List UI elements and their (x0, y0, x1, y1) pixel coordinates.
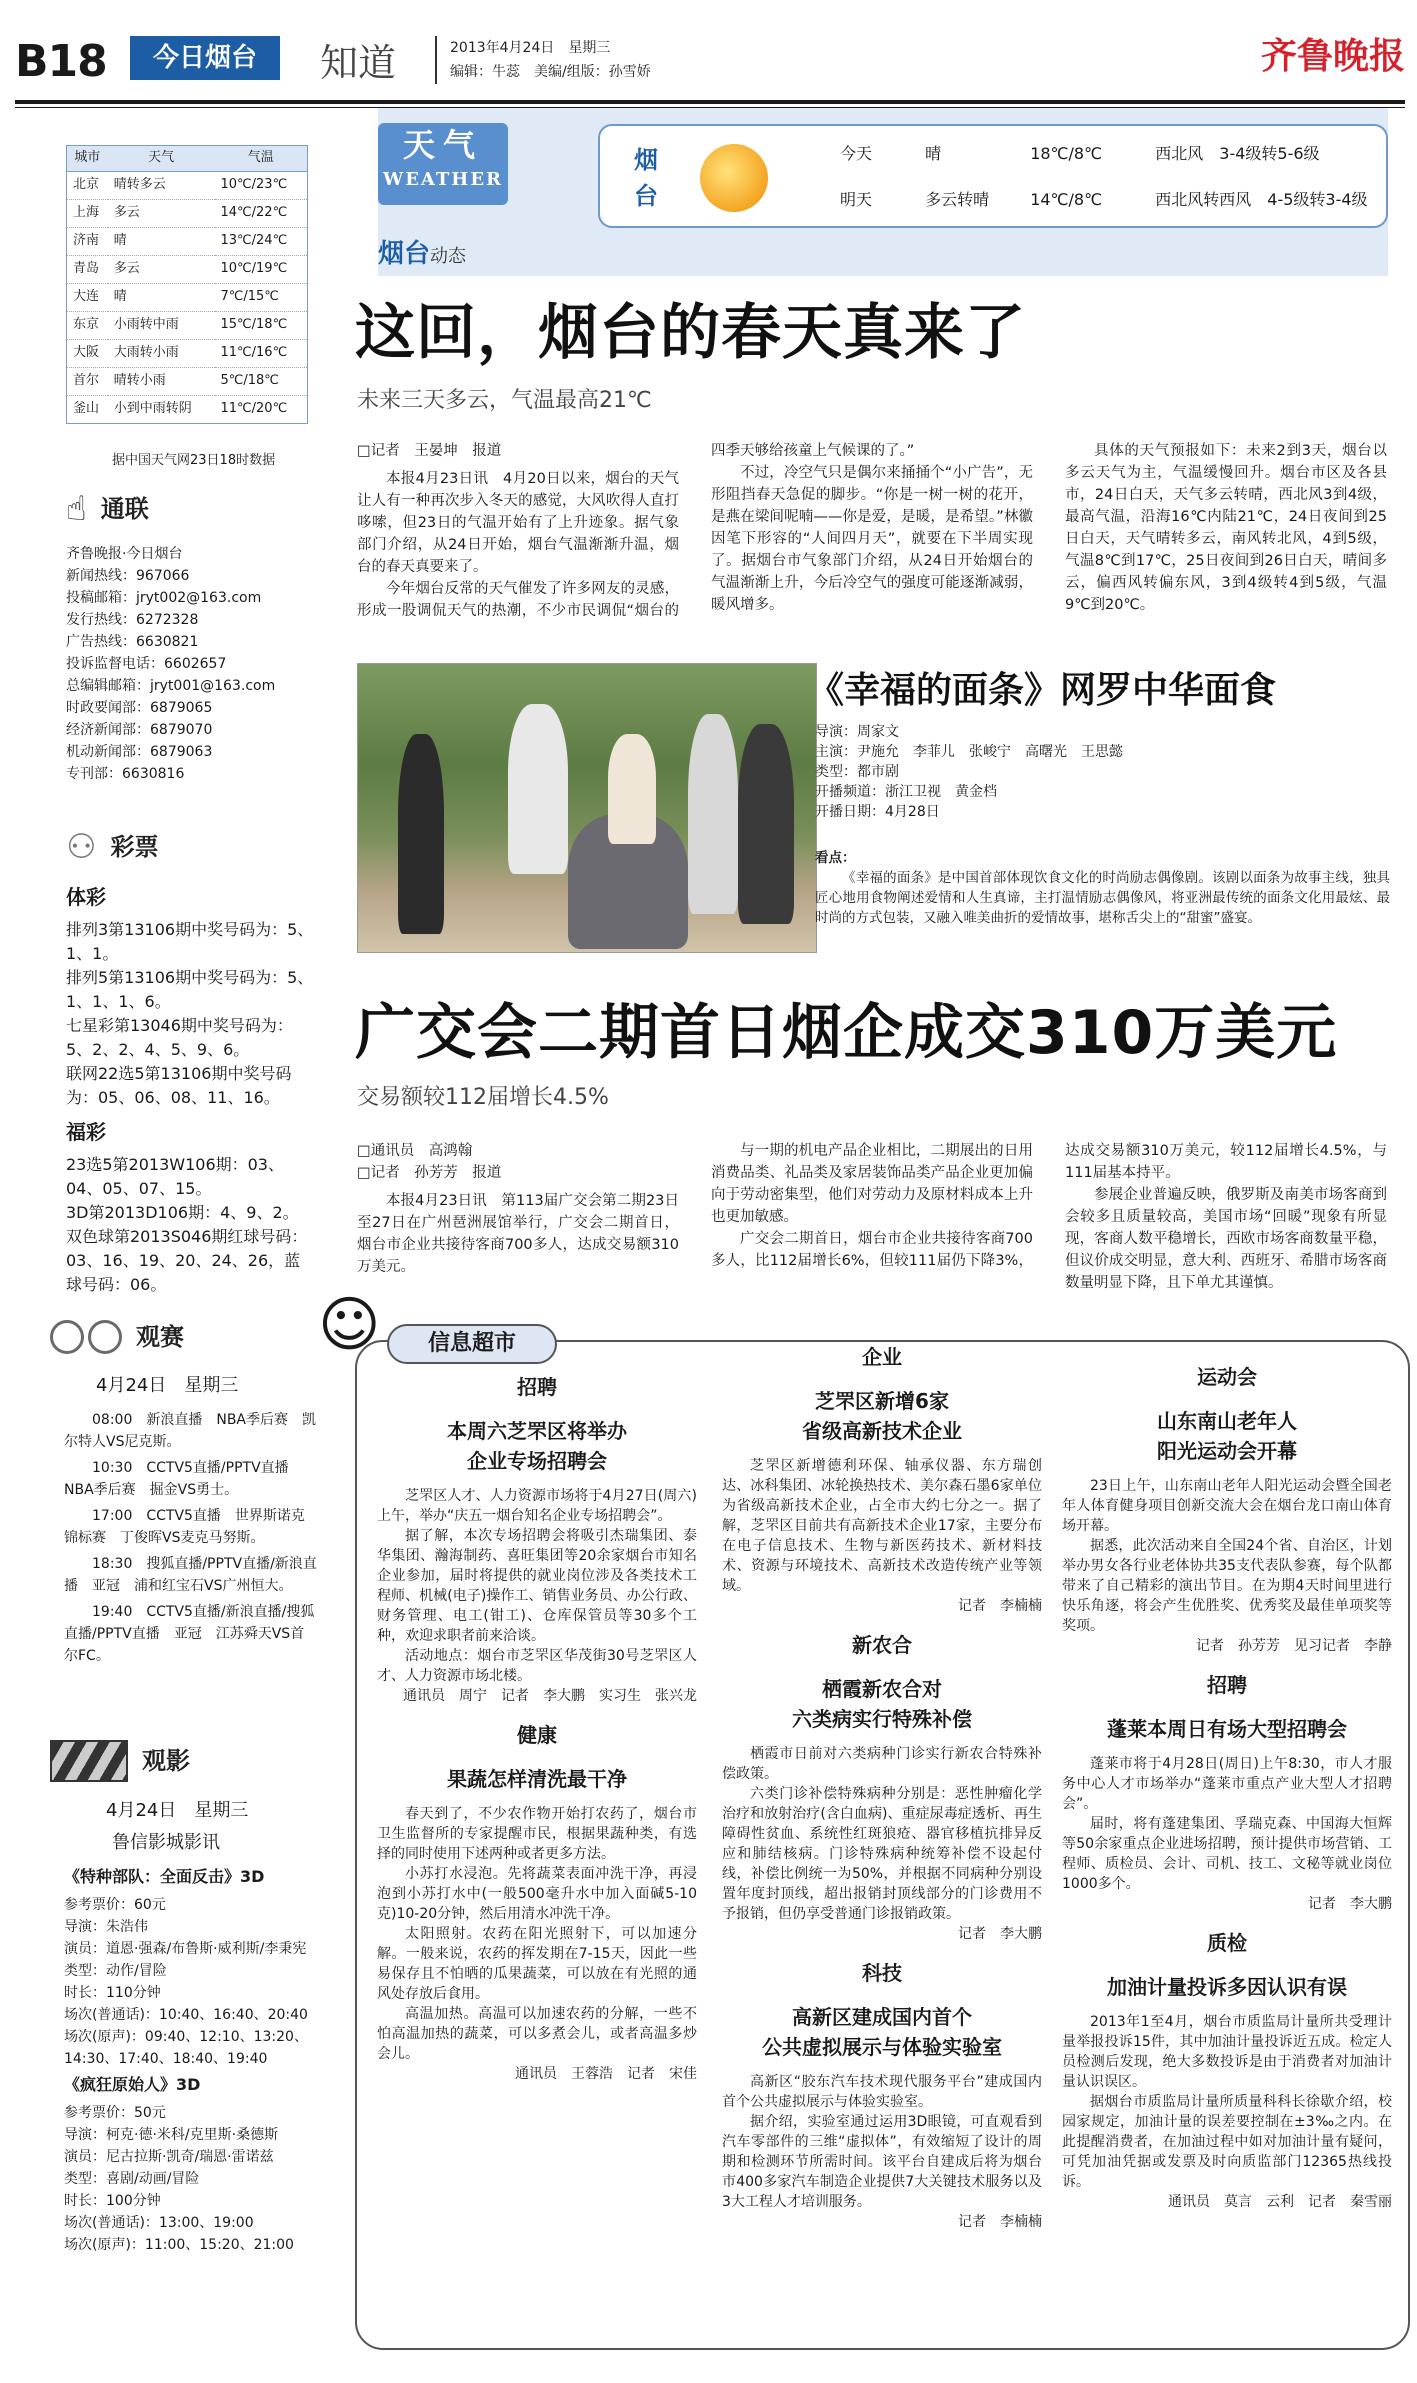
sports-category: 运动会 (1197, 1365, 1257, 1389)
tv-info-line: 类型：都市剧 (815, 764, 899, 780)
city-cell: 大阪 (67, 340, 108, 368)
quality-paragraph: 2013年1至4月，烟台市质监局计量所共受理计量举报投诉15件，其中加油计量投诉近五成。检定人员检测后发现，绝大多数投诉是由于消费者对加油计量认识误区。 (1062, 2014, 1392, 2090)
tech-body (722, 2072, 1042, 2212)
health-body (377, 1804, 697, 2064)
recruit2-body (1062, 1754, 1392, 1894)
table-header (67, 146, 308, 172)
sports-paragraph: 据悉，此次活动来自全国24个省、自治区，计划举办男女各行业老体协共35支代表队参赛，每个队都带来了自己精彩的演出节目。在为期4天时间里进行快乐角逐，将会产生优胜奖、优秀奖及最佳单项奖等奖项。 (1062, 1538, 1392, 1634)
info-col-1 (377, 1372, 697, 2098)
game-item: 18:30 搜狐直播/PPTV直播/新浪直播 亚冠 浦和红宝石VS广州恒大。 (64, 1555, 317, 1594)
city-cell: 济南 (67, 228, 108, 256)
film-info: 类型：喜剧/动画/冒险 (64, 2171, 200, 2188)
ticai-result: 联网22选5第13106期中奖号码为：05、06、08、11、16。 (66, 1063, 292, 1107)
tv-info (815, 722, 1385, 822)
temp-cell: 11℃/20℃ (215, 396, 308, 424)
contact-line: 专刊部：6630816 (66, 765, 185, 782)
today-wind: 西北风 3-4级转5-6级 (1155, 144, 1320, 163)
tv-title: 《幸福的面条》网罗中华面食 (808, 670, 1277, 711)
contacts-title: 通联 (100, 495, 149, 523)
tech-category: 科技 (862, 1961, 902, 1985)
table-row (67, 200, 308, 228)
contact-line: 经济新闻部：6879070 (66, 721, 213, 738)
film-info: 参考票价：60元 (64, 1897, 166, 1914)
city-cell: 釜山 (67, 396, 108, 424)
enterprise-paragraph: 芝罘区新增德利环保、轴承仪器、东方瑞创达、冰科集团、冰轮换热技术、美尔森石墨6家单位为省级高新技术企业，占全市大约七分之一。据了解，芝罘区目前共有高新技术企业17家，主要分布在电子信息技术、生物与新医药技术、新材料技术、资源与环境技术、高新技术改造传统产业等领域。 (722, 1458, 1042, 1594)
rural-category: 新农合 (852, 1633, 912, 1657)
weather-title-cn: 天气 (402, 126, 483, 164)
table-row (67, 256, 308, 284)
game-item: 19:40 CCTV5直播/新浪直播/搜狐直播/PPTV直播 亚冠 江苏舜天VS首尔FC。 (64, 1603, 315, 1664)
tv-highlight (815, 848, 1390, 928)
city-cell: 北京 (67, 172, 108, 200)
city-cell: 青岛 (67, 256, 108, 284)
local-news-suffix: 动态 (430, 246, 467, 267)
today-temp: 18℃/8℃ (1030, 144, 1103, 163)
games-title: 观赛 (136, 1323, 184, 1351)
film-info: 参考票价：50元 (64, 2105, 166, 2122)
temp-cell: 10℃/19℃ (215, 256, 308, 284)
local-news-label (378, 236, 466, 274)
column-name: 知道 (320, 41, 397, 85)
info-market-tag: 信息超市 (387, 1324, 557, 1364)
sports-body (1062, 1476, 1392, 1636)
article1-byline: □记者 王晏坤 报道 (357, 443, 502, 459)
clapperboard-icon (50, 1740, 128, 1782)
temp-cell: 14℃/22℃ (215, 200, 308, 228)
contact-line: 投诉监督电话：6602657 (66, 655, 227, 672)
sports-headline: 阳光运动会开幕 (1157, 1439, 1297, 1463)
tech-headline: 公共虚拟展示与体验实验室 (762, 2035, 1002, 2059)
contact-line: 总编辑邮箱：jryt001@163.com (66, 677, 276, 694)
rural-headline: 栖霞新农合对 (822, 1677, 942, 1701)
film-info: 场次(普通话)：10:40、16:40、20:40 (64, 2007, 308, 2024)
issue-date: 2013年4月24日 星期三 (450, 40, 611, 56)
sports-byline: 记者 孙芳芳 见习记者 李静 (1196, 1638, 1392, 1654)
city-cell: 大连 (67, 284, 108, 312)
table-row (67, 312, 308, 340)
quality-byline: 通讯员 莫言 云利 记者 秦雪丽 (1168, 2194, 1392, 2210)
page-number: B18 (15, 36, 107, 87)
sports-headline: 山东南山老年人 (1157, 1409, 1297, 1433)
health-headline: 果蔬怎样清洗最干净 (447, 1767, 627, 1791)
game-item: 17:00 CCTV5直播 世界斯诺克锦标赛 丁俊晖VS麦克马努斯。 (64, 1507, 305, 1546)
tech-paragraph: 据介绍，实验室通过运用3D眼镜，可直观看到汽车零部件的三维“虚拟体”，有效缩短了设计的周期和检测环节所需时间。该平台自建成后将为烟台市400多家汽车制造企业提供7大关键技术服务以及3大工程人才培训服务。 (722, 2114, 1042, 2210)
header-rule (15, 100, 1405, 104)
today-weather: 晴 (925, 144, 942, 163)
film-info: 场次(普通话)：13:00、19:00 (64, 2215, 254, 2232)
temp-cell: 15℃/18℃ (215, 312, 308, 340)
lottery-balls-icon: ⚇ (66, 827, 97, 868)
table-row (67, 228, 308, 256)
weather-cell: 晴 (108, 284, 215, 312)
contact-line: 机动新闻部：6879063 (66, 743, 213, 760)
table-row (67, 172, 308, 200)
health-paragraph: 春天到了，不少农作物开始打农药了，烟台市卫生监督所的专家提醒市民，根据果蔬种类，有选择的同时使用下述两种或者更多方法。 (377, 1806, 697, 1862)
cinema-name: 鲁信影城影讯 (112, 1832, 220, 1854)
fucai-result: 23选5第2013W106期：03、04、05、07、15。 (66, 1154, 284, 1198)
tv-info-line: 开播频道：浙江卫视 黄金档 (815, 784, 997, 800)
enterprise-byline: 记者 李楠楠 (958, 1598, 1042, 1614)
article1-body (357, 440, 1387, 640)
tomorrow-weather: 多云转晴 (925, 190, 990, 209)
article1-paragraph: 今年烟台反常的天气催发了许多网友的灵感，形成一股调侃天气的热潮，不少市民调侃“烟台的四季天够给孩童上气候课的了。” (357, 443, 915, 619)
col-weather: 天气 (108, 146, 215, 172)
page-header (15, 22, 1405, 94)
article1-paragraph: 具体的天气预报如下：未来2到3天，烟台以多云天气为主，气温缓慢回升。烟台市区及各县市，24日白天，天气多云转晴，西北风3到4级，最高气温，沿海16℃内陆21℃，24日夜间到25日白天，天气晴转多云，南风转北风，4到5级，气温8℃到17℃，25日夜间到26日白天，晴间多云，偏西风转偏东风，3到4级转4到5级，气温9℃到20℃。 (1065, 443, 1387, 613)
quality-paragraph: 据烟台市质监局计量所质量科科长徐歇介绍，校园家规定，加油计量的误差要控制在±3‰之内。在此提醒消费者，在加油过程中如对加油计量有疑问，可凭加油凭据或发票及时向质监部门12365热线投诉。 (1062, 2094, 1392, 2190)
editors: 编辑：牛蕊 美编/组版：孙雪娇 (450, 64, 651, 80)
info-market-box (355, 1331, 1410, 2350)
article2-subtitle: 交易额较112届增长4.5% (357, 1085, 609, 1110)
forecast-city: 烟台 (634, 146, 658, 210)
enterprise-headline: 省级高新技术企业 (802, 1419, 962, 1443)
tv-info-line: 主演：尹施允 李菲儿 张峻宁 高曙光 王思懿 (815, 744, 1123, 760)
article2-byline: □记者 孙芳芳 报道 (357, 1165, 502, 1181)
article1-subtitle: 未来三天多云，气温最高21℃ (357, 388, 652, 413)
sun-icon (700, 144, 768, 212)
weather-logo (378, 123, 508, 205)
article1-paragraph: 不过，冷空气只是偶尔来捅捅个“小广告”，无形阻挡春天急促的脚步。“你是一树一树的花开，是燕在梁间呢喃——你是爱，是暖，是希望。”林徽因笔下形容的“人间四月天”，就要在下半周实现了。据烟台市气象部门介绍，从24日开始烟台的气温渐渐上升，今后冷空气的强度可能逐渐减弱，暖风增多。 (711, 465, 1033, 613)
film-info: 场次(原声)：09:40、12:10、13:20、14:30、17:40、18:40、19:40 (64, 2029, 308, 2068)
movies-date: 4月24日 星期三 (106, 1800, 249, 1821)
table-row (67, 340, 308, 368)
forecast-today (840, 142, 1320, 165)
recruit2-headline: 蓬莱本周日有场大型招聘会 (1107, 1717, 1347, 1741)
fucai-title: 福彩 (66, 1119, 106, 1144)
recruit1-byline: 通讯员 周宁 记者 李大鹏 实习生 张兴龙 (403, 1688, 697, 1704)
table-row (67, 396, 308, 424)
recruit1-body (377, 1486, 697, 1686)
health-category: 健康 (517, 1723, 557, 1747)
fucai-result: 3D第2013D106期：4、9、2。 (66, 1202, 299, 1222)
header-divider (435, 36, 437, 84)
mascot-icon: ☺ (318, 1290, 381, 1360)
recruit1-headline: 企业专场招聘会 (467, 1449, 607, 1473)
contacts-section (66, 489, 316, 785)
game-item: 10:30 CCTV5直播/PPTV直播 NBA季后赛 掘金VS勇士。 (64, 1459, 303, 1498)
tv-info-line: 开播日期：4月28日 (815, 804, 940, 820)
contact-line: 新闻热线：967066 (66, 567, 190, 584)
tech-byline: 记者 李楠楠 (958, 2214, 1042, 2230)
lottery-title: 彩票 (110, 833, 159, 861)
contact-line: 发行热线：6272328 (66, 611, 199, 628)
recruit2-category: 招聘 (1207, 1673, 1247, 1697)
rural-body (722, 1744, 1042, 1924)
health-paragraph: 小苏打水浸泡。先将蔬菜表面冲洗干净，再浸泡到小苏打水中(一般500毫升水中加入面碱5-10克)10-20分钟，然后用清水冲洗干净。 (377, 1866, 697, 1922)
weather-panel (378, 108, 1388, 276)
weather-cell: 小雨转中雨 (108, 312, 215, 340)
ticai-result: 排列3第13106期中奖号码为：5、1、1。 (66, 919, 314, 963)
article2-byline: □通讯员 高鸿翰 (357, 1143, 473, 1159)
contact-line: 齐鲁晚报·今日烟台 (66, 545, 183, 562)
weather-cell: 晴转多云 (108, 172, 215, 200)
recruit1-paragraph: 活动地点：烟台市芝罘区华茂街30号芝罘区人才、人力资源市场北楼。 (377, 1648, 697, 1684)
enterprise-body (722, 1456, 1042, 1596)
today-label: 今天 (840, 144, 873, 163)
movies-title: 观影 (142, 1746, 190, 1775)
temp-cell: 5℃/18℃ (215, 368, 308, 396)
game-item: 08:00 新浪直播 NBA季后赛 凯尔特人VS尼克斯。 (64, 1411, 316, 1450)
ticai-result: 七星彩第13046期中奖号码为：5、2、2、4、5、9、6。 (66, 1015, 293, 1059)
weather-cell: 多云 (108, 200, 215, 228)
rural-byline: 记者 李大鹏 (958, 1926, 1042, 1942)
film-info: 场次(原声)：11:00、15:20、21:00 (64, 2237, 294, 2254)
article2-body (357, 1140, 1387, 1310)
contact-line: 投稿邮箱：jryt002@163.com (66, 589, 262, 606)
weather-cell: 小到中雨转阴 (108, 396, 215, 424)
temp-cell: 10℃/23℃ (215, 172, 308, 200)
weather-cell: 晴转小雨 (108, 368, 215, 396)
quality-body (1062, 2012, 1392, 2192)
weather-cell: 晴 (108, 228, 215, 256)
contact-line: 时政要闻部：6879065 (66, 699, 213, 716)
recruit2-paragraph: 蓬莱市将于4月28日(周日)上午8:30，市人才服务中心人才市场举办“蓬莱市重点产业大型人才招聘会”。 (1062, 1756, 1392, 1812)
weather-title-en: WEATHER (383, 169, 503, 190)
section-tab[interactable]: 今日烟台 (130, 36, 280, 80)
enterprise-category: 企业 (862, 1345, 902, 1369)
tv-info-line: 导演：周家文 (815, 724, 899, 740)
rural-headline: 六类病实行特殊补偿 (792, 1707, 972, 1731)
info-col-3 (1062, 1362, 1392, 2226)
recruit2-byline: 记者 李大鹏 (1308, 1896, 1392, 1912)
ticai-title: 体彩 (66, 884, 106, 909)
games-date: 4月24日 星期三 (96, 1374, 239, 1396)
film-info: 时长：100分钟 (64, 2193, 161, 2210)
ticai-result: 排列5第13106期中奖号码为：5、1、1、1、6。 (66, 967, 314, 1011)
article1-paragraph: 本报4月23日讯 4月20日以来，烟台的天气让人有一种再次步入冬天的感觉，大风吹得人直打哆嗦，但23日的气温开始有了上升迹象。据气象部门介绍，从24日开始，烟台气温渐渐升温，烟台的春天真要来了。 (357, 471, 679, 575)
quality-headline: 加油计量投诉多因认识有误 (1107, 1975, 1347, 1999)
table-row (67, 368, 308, 396)
tomorrow-label: 明天 (840, 190, 873, 209)
enterprise-headline: 芝罘区新增6家 (815, 1389, 949, 1413)
rural-paragraph: 六类门诊补偿特殊病种分别是：恶性肿瘤化学治疗和放射治疗(含白血病)、重症尿毒症透析、再生障碍性贫血、系统性红斑狼疮、器官移植抗排异反应和肺结核病。门诊特殊病种统筹补偿不设起付线，补偿比例统一为50%，并根据不同病种分别设置年度封顶线，超出报销封顶线部分的门诊费用不予报销，但仍享受普通门诊报销政策。 (722, 1786, 1042, 1922)
film-info: 类型：动作/冒险 (64, 1963, 167, 1980)
movies-section (50, 1740, 318, 2256)
table-row (67, 284, 308, 312)
contact-line: 广告热线：6630821 (66, 633, 199, 650)
forecast-tomorrow (840, 188, 1368, 211)
city-cell: 东京 (67, 312, 108, 340)
temp-cell: 7℃/15℃ (215, 284, 308, 312)
health-byline: 通讯员 王蓉浩 记者 宋佳 (515, 2066, 697, 2082)
lottery-section (66, 827, 316, 1297)
games-section (50, 1320, 318, 1671)
weather-forecast-box (598, 124, 1388, 228)
recruit1-headline: 本周六芝罘区将举办 (447, 1419, 627, 1443)
recruit1-paragraph: 芝罘区人才、人力资源市场将于4月27日(周六)上午，举办“庆五一烟台知名企业专场招聘会”。 (377, 1488, 697, 1524)
recruit2-paragraph: 届时，将有蓬建集团、孚瑞克森、中国海大恒辉等50余家重点企业进场招聘，预计提供市场营销、工程师、质检员、会计、司机、技工、文秘等就业岗位1000多个。 (1062, 1816, 1392, 1892)
film-info: 演员：道恩·强森/布鲁斯·威利斯/李秉宪 (64, 1941, 307, 1958)
city-weather-table (66, 145, 308, 424)
temp-cell: 11℃/16℃ (215, 340, 308, 368)
recruit1-category: 招聘 (517, 1375, 557, 1399)
tomorrow-temp: 14℃/8℃ (1030, 190, 1103, 209)
info-col-2 (722, 1342, 1042, 2246)
col-city: 城市 (67, 146, 108, 172)
tv-drama-photo (357, 663, 817, 953)
city-cell: 首尔 (67, 368, 108, 396)
weather-cell: 大雨转小雨 (108, 340, 215, 368)
film-info: 导演：柯克·德·米科/克里斯·桑德斯 (64, 2127, 279, 2144)
article2-paragraph: 与一期的机电产品企业相比，二期展出的日用消费品类、礼品类及家居装饰品类产品企业更加偏向于劳动密集型，他们对劳动力及原材料成本上升也更加敏感。 (711, 1143, 1033, 1225)
film-info: 时长：110分钟 (64, 1985, 161, 2002)
tech-paragraph: 高新区“胶东汽车技术现代服务平台”建成国内首个公共虚拟展示与体验实验室。 (722, 2074, 1042, 2110)
health-paragraph: 太阳照射。农药在阳光照射下，可以加速分解。一般来说，农药的挥发期在7-15天，因此一些易保存且不怕晒的瓜果蔬菜，可以放在有光照的通风处存放后食用。 (377, 1926, 697, 2002)
local-news-city: 烟台 (378, 239, 431, 269)
tv-highlight-label: 看点： (815, 850, 856, 866)
health-paragraph: 高温加热。高温可以加速农药的分解，一些不怕高温加热的蔬菜，可以多煮会儿，或者高温多炒会儿。 (377, 2006, 697, 2062)
fucai-result: 双色球第2013S046期红球号码：03、16、19、20、24、26，蓝球号码：06。 (66, 1226, 308, 1294)
header-info (450, 36, 651, 84)
col-temp: 气温 (215, 146, 308, 172)
film-name: 《疯狂原始人》3D (64, 2075, 201, 2095)
tomorrow-wind: 西北风转西风 4-5级转3-4级 (1155, 190, 1368, 209)
rural-paragraph: 栖霞市日前对六类病种门诊实行新农合特殊补偿政策。 (722, 1746, 1042, 1782)
film-name: 《特种部队：全面反击》3D (64, 1867, 265, 1887)
pointing-hand-icon: ☝ (66, 489, 87, 530)
newspaper-logo: 齐鲁晚报 (1260, 35, 1405, 77)
film-info: 演员：尼古拉斯·凯奇/瑞恩·雷诺兹 (64, 2149, 274, 2166)
article1-title: 这回，烟台的春天真来了 (355, 298, 1026, 368)
binoculars-icon (50, 1320, 122, 1354)
city-cell: 上海 (67, 200, 108, 228)
film-info: 导演：朱浩伟 (64, 1919, 148, 1936)
tv-highlight-text: 《幸福的面条》是中国首部体现饮食文化的时尚励志偶像剧。该剧以面条为故事主线，独具匠心地用食物阐述爱情和人生真谛，主打温情励志偶像风，将亚洲最传统的面条文化用最炫、最时尚的方式包装，又融入唯美曲折的爱情故事，堪称舌尖上的“甜蜜”盛宴。 (815, 870, 1390, 926)
quality-category: 质检 (1207, 1931, 1247, 1955)
recruit1-paragraph: 据了解，本次专场招聘会将吸引杰瑞集团、泰华集团、瀚海制药、喜旺集团等20余家烟台市知名企业参加，届时将提供的就业岗位涉及各类技术工程师、机械(电子)操作工、销售业务员、办公行政、财务管理、电工(钳工)、仓库保管员等30多个工种，欢迎求职者前来洽谈。 (377, 1528, 697, 1644)
article2-paragraph: 广交会二期首日，烟台市企业共接待客商700多人，比112届增长6%，但较111届仍下降3%，达成交易额310万美元，较112届增长4.5%，与111届基本持平。 (711, 1143, 1387, 1269)
article2-title: 广交会二期首日烟企成交310万美元 (355, 998, 1338, 1068)
weather-cell: 多云 (108, 256, 215, 284)
tech-headline: 高新区建成国内首个 (792, 2005, 972, 2029)
sports-paragraph: 23日上午，山东南山老年人阳光运动会暨全国老年人体育健身项目创新交流大会在烟台龙口南山体育场开幕。 (1062, 1478, 1392, 1534)
article2-paragraph: 本报4月23日讯 第113届广交会第二期23日至27日在广州琶洲展馆举行，广交会二期首日，烟台市企业共接待客商700多人，达成交易额310万美元。 (357, 1193, 679, 1275)
temp-cell: 13℃/24℃ (215, 228, 308, 256)
article2-paragraph: 参展企业普遍反映，俄罗斯及南美市场客商到会较多且质量较高，美国市场“回暖”现象有所显现，客商人数平稳增长，西欧市场客商数量平稳，但议价成交明显，意大利、西班牙、希腊市场客商数量明显下降，且下单尤其谨慎。 (1065, 1187, 1387, 1291)
weather-source: 据中国天气网23日18时数据 (112, 453, 276, 468)
